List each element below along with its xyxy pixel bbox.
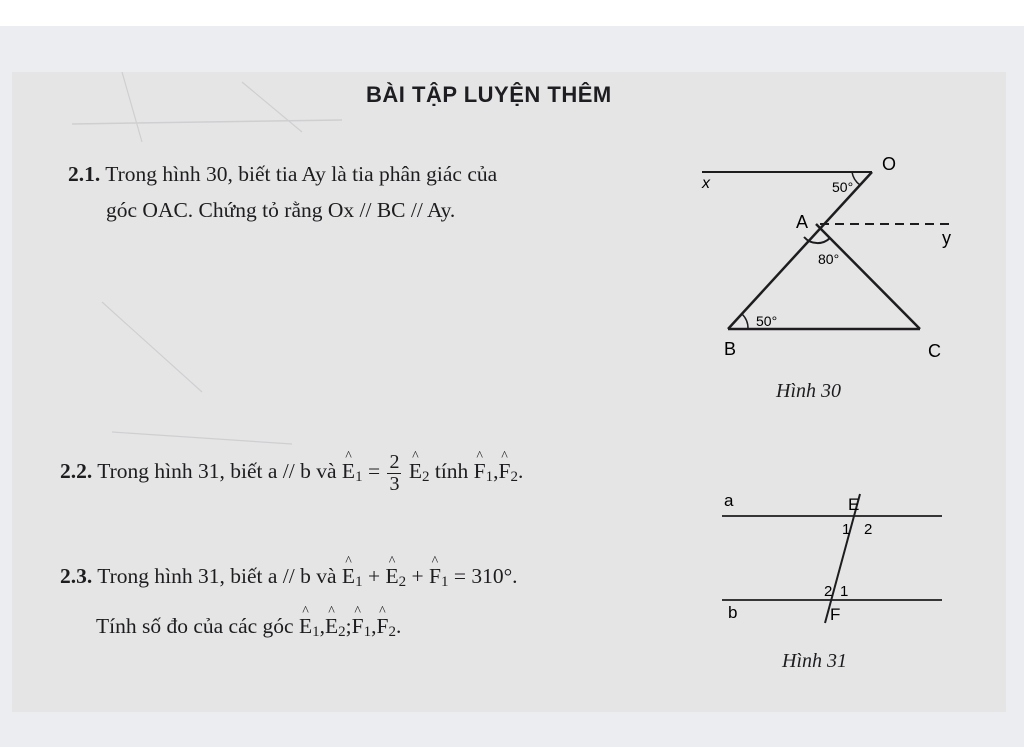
letter: F xyxy=(498,458,511,483)
angle-e1 xyxy=(342,459,355,485)
label-a: A xyxy=(796,212,809,232)
letter: E xyxy=(341,458,356,483)
period: . xyxy=(395,614,402,638)
comma: , xyxy=(319,614,325,638)
figure-30 xyxy=(692,152,992,392)
page-title: BÀI TẬP LUYỆN THÊM xyxy=(366,82,612,107)
subscript: 1 xyxy=(440,574,449,590)
subscript: 1 xyxy=(355,468,363,485)
label-b: B xyxy=(724,339,737,359)
exercise-text: Trong hình 31, biết a // b và xyxy=(97,458,337,483)
label-b: b xyxy=(728,603,738,622)
label-e: E xyxy=(848,495,860,514)
label-c: C xyxy=(928,341,941,361)
angle-b: 50° xyxy=(756,313,778,329)
angle-f1 xyxy=(429,564,441,590)
letter: E xyxy=(325,614,339,638)
label-y: y xyxy=(942,228,951,248)
angle-f2-label: 2 xyxy=(824,583,833,600)
angle-e1 xyxy=(299,614,312,640)
angle-e1 xyxy=(342,564,355,590)
textbook-page xyxy=(12,72,1006,712)
exercise-number: 2.1. xyxy=(68,162,101,186)
subscript: 2 xyxy=(510,468,518,485)
exercise-text: Tính số đo của các góc xyxy=(96,614,294,638)
angle-f1 xyxy=(352,614,364,640)
label-a: a xyxy=(724,491,734,510)
letter: F xyxy=(376,614,389,638)
angle-o: 50° xyxy=(832,179,854,195)
period: . xyxy=(517,458,524,483)
subscript: 1 xyxy=(312,624,320,640)
plus-sign: + xyxy=(411,564,424,588)
label-o: O xyxy=(882,154,897,174)
exercise-2-2 xyxy=(60,452,523,494)
subscript: 2 xyxy=(398,574,407,590)
figure-31 xyxy=(712,488,972,628)
exercise-number: 2.3. xyxy=(60,564,93,588)
exercise-text: Trong hình 31, biết a // b và xyxy=(97,564,337,588)
angle-f2 xyxy=(376,614,388,640)
letter: E xyxy=(341,564,356,588)
comma: , xyxy=(493,458,499,483)
angle-f1 xyxy=(474,459,486,485)
figure-30-caption: Hình 30 xyxy=(776,380,841,402)
letter: E xyxy=(298,614,313,638)
semicolon: ; xyxy=(345,614,352,638)
letter: F xyxy=(473,458,486,483)
angle-f1-label: 1 xyxy=(840,583,849,600)
letter: E xyxy=(385,564,399,588)
angle-e2 xyxy=(409,459,422,485)
angle-e1-label: 1 xyxy=(842,521,851,538)
label-x: x xyxy=(702,175,710,192)
label-f: F xyxy=(830,605,841,624)
equals-sign: = xyxy=(367,458,381,483)
exercise-text: tính xyxy=(434,458,469,483)
exercise-text: Trong hình 30, biết tia Ay là tia phân giác của xyxy=(105,162,498,186)
exercise-2-3-line1 xyxy=(60,564,518,591)
denominator: 3 xyxy=(389,473,400,495)
subscript: 1 xyxy=(485,468,494,485)
comma: , xyxy=(371,614,377,638)
subscript: 2 xyxy=(338,624,346,640)
subscript: 1 xyxy=(363,624,372,640)
exercise-2-1-line1 xyxy=(68,162,497,188)
subscript: 2 xyxy=(388,624,396,640)
angle-a: 80° xyxy=(818,251,840,267)
numerator: 2 xyxy=(389,451,400,473)
letter: E xyxy=(408,458,422,483)
angle-e2 xyxy=(325,614,338,640)
top-bar xyxy=(0,0,1024,26)
equation-result: = 310°. xyxy=(453,564,518,588)
letter: F xyxy=(351,614,364,638)
exercise-2-3-line2 xyxy=(96,614,401,641)
fraction xyxy=(387,452,401,494)
subscript: 2 xyxy=(421,468,430,485)
exercise-2-1-line2: góc OAC. Chứng tỏ rằng Ox // BC // Ay. xyxy=(106,198,456,222)
angle-e2-label: 2 xyxy=(864,521,873,538)
plus-sign: + xyxy=(367,564,381,588)
angle-e2 xyxy=(385,564,398,590)
angle-f2 xyxy=(499,459,511,485)
figure-31-caption: Hình 31 xyxy=(782,650,847,672)
subscript: 1 xyxy=(355,574,363,590)
exercise-number: 2.2. xyxy=(60,458,93,483)
letter: F xyxy=(428,564,441,588)
